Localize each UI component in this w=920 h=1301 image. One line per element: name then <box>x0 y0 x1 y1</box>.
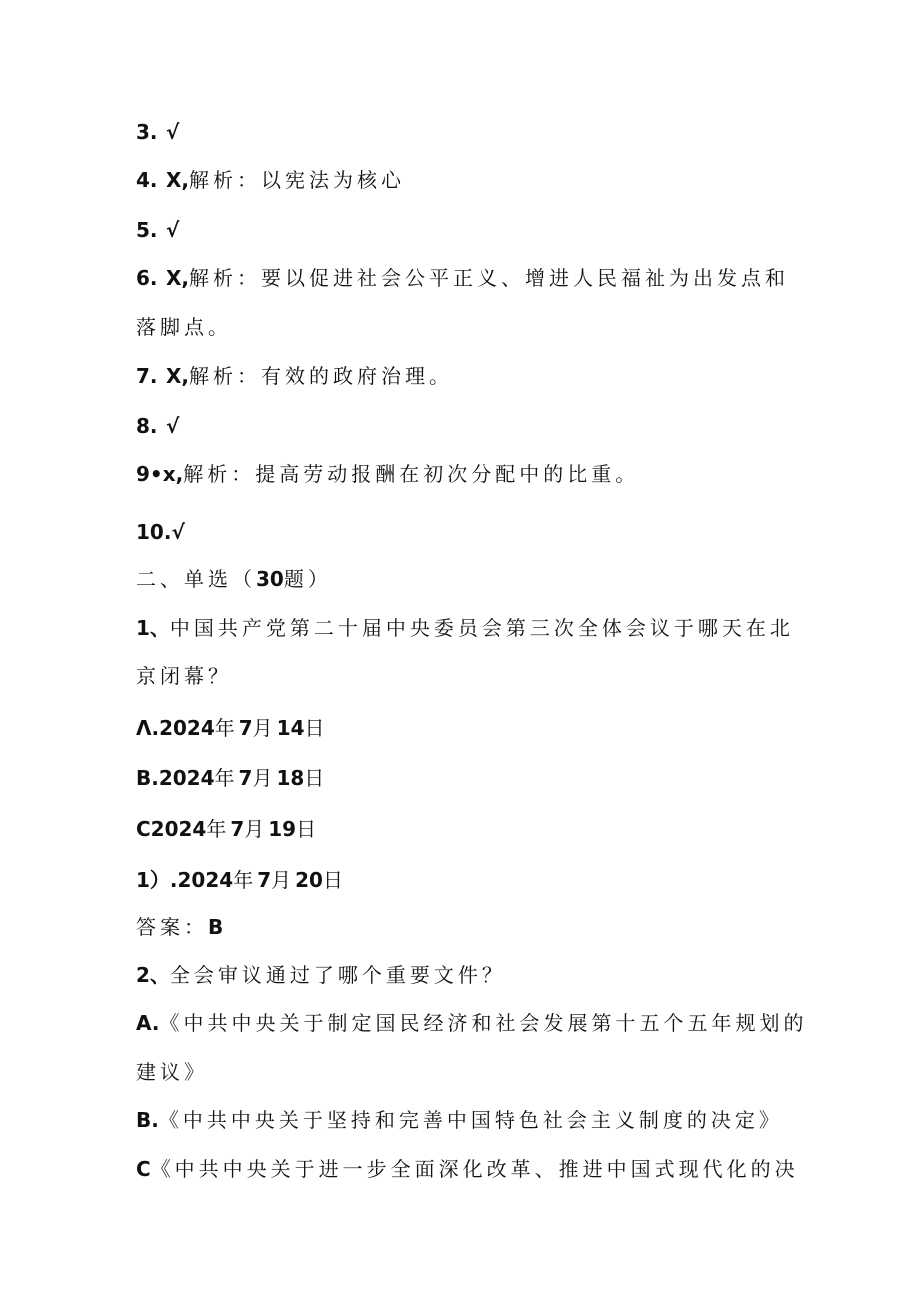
question-2-option-a: A.《中共中央关于制定国民经济和社会发展第十五个五年规划的 <box>136 1011 808 1035</box>
answer-note: 解析：提高劳动报酬在初次分配中的比重。 <box>183 462 640 486</box>
answer-item-8 <box>136 414 179 438</box>
question-count: 30 <box>256 567 284 591</box>
question-1-option-a: Λ.2024年7月14日 <box>136 716 329 740</box>
question-1-answer <box>136 915 223 939</box>
question-2-option-a-continuation: 建议》 <box>136 1060 208 1084</box>
question-2-option-b: B.《中共中央关于坚持和完善中国特色社会主义制度的决定》 <box>136 1108 783 1132</box>
question-stem: 全会审议通过了哪个重要文件？ <box>169 963 506 987</box>
answer-mark: √ <box>171 520 185 544</box>
answer-item-9 <box>136 462 639 486</box>
answer-number: 6. <box>136 266 158 290</box>
answer-label: 答案： <box>136 915 208 939</box>
answer-note-continuation: 落脚点。 <box>136 315 232 339</box>
question-1-stem <box>136 616 794 640</box>
answer-item-7 <box>136 364 453 388</box>
answer-mark: √ <box>166 218 180 242</box>
answer-mark: X, <box>166 266 190 290</box>
answer-item-6-continuation <box>136 315 232 339</box>
question-2-stem <box>136 963 506 987</box>
answer-item-6 <box>136 266 789 290</box>
question-1-option-c: C2024年7月19日 <box>136 817 321 841</box>
question-number: 1、 <box>136 616 170 640</box>
question-2-option-c: C《中共中央关于进一步全面深化改革、推进中国式现代化的决 <box>136 1157 799 1181</box>
answer-number: 4. <box>136 168 158 192</box>
question-number: 2、 <box>136 963 170 987</box>
answer-note: 解析：有效的政府治理。 <box>189 364 454 388</box>
answer-note: 解析：要以促进社会公平正义、增进人民福祉为出发点和 <box>189 266 790 290</box>
answer-number: 9•x, <box>136 462 184 486</box>
answer-mark: X, <box>166 364 190 388</box>
question-1-option-b: B.2024年7月18日 <box>136 766 329 790</box>
answer-mark: √ <box>166 414 180 438</box>
question-stem: 中国共产党第二十届中央委员会第三次全体会议于哪天在北 <box>169 616 794 640</box>
answer-item-3 <box>136 120 179 144</box>
answer-number: 7. <box>136 364 158 388</box>
answer-item-10 <box>136 520 185 544</box>
answer-item-5 <box>136 218 179 242</box>
answer-number: 8. <box>136 414 158 438</box>
answer-number: 10. <box>136 520 172 544</box>
question-1-option-d: 1）.2024年7月20日 <box>136 868 347 892</box>
answer-item-4 <box>136 168 405 192</box>
answer-number: 3. <box>136 120 158 144</box>
answer-value: B <box>208 915 224 939</box>
section-heading: 二、单选（30题） <box>136 567 332 591</box>
answer-mark: X, <box>166 168 190 192</box>
answer-number: 5. <box>136 218 158 242</box>
answer-note: 解析：以宪法为核心 <box>189 168 406 192</box>
answer-mark: √ <box>166 120 180 144</box>
question-1-stem-continuation: 京闭幕？ <box>136 664 232 688</box>
